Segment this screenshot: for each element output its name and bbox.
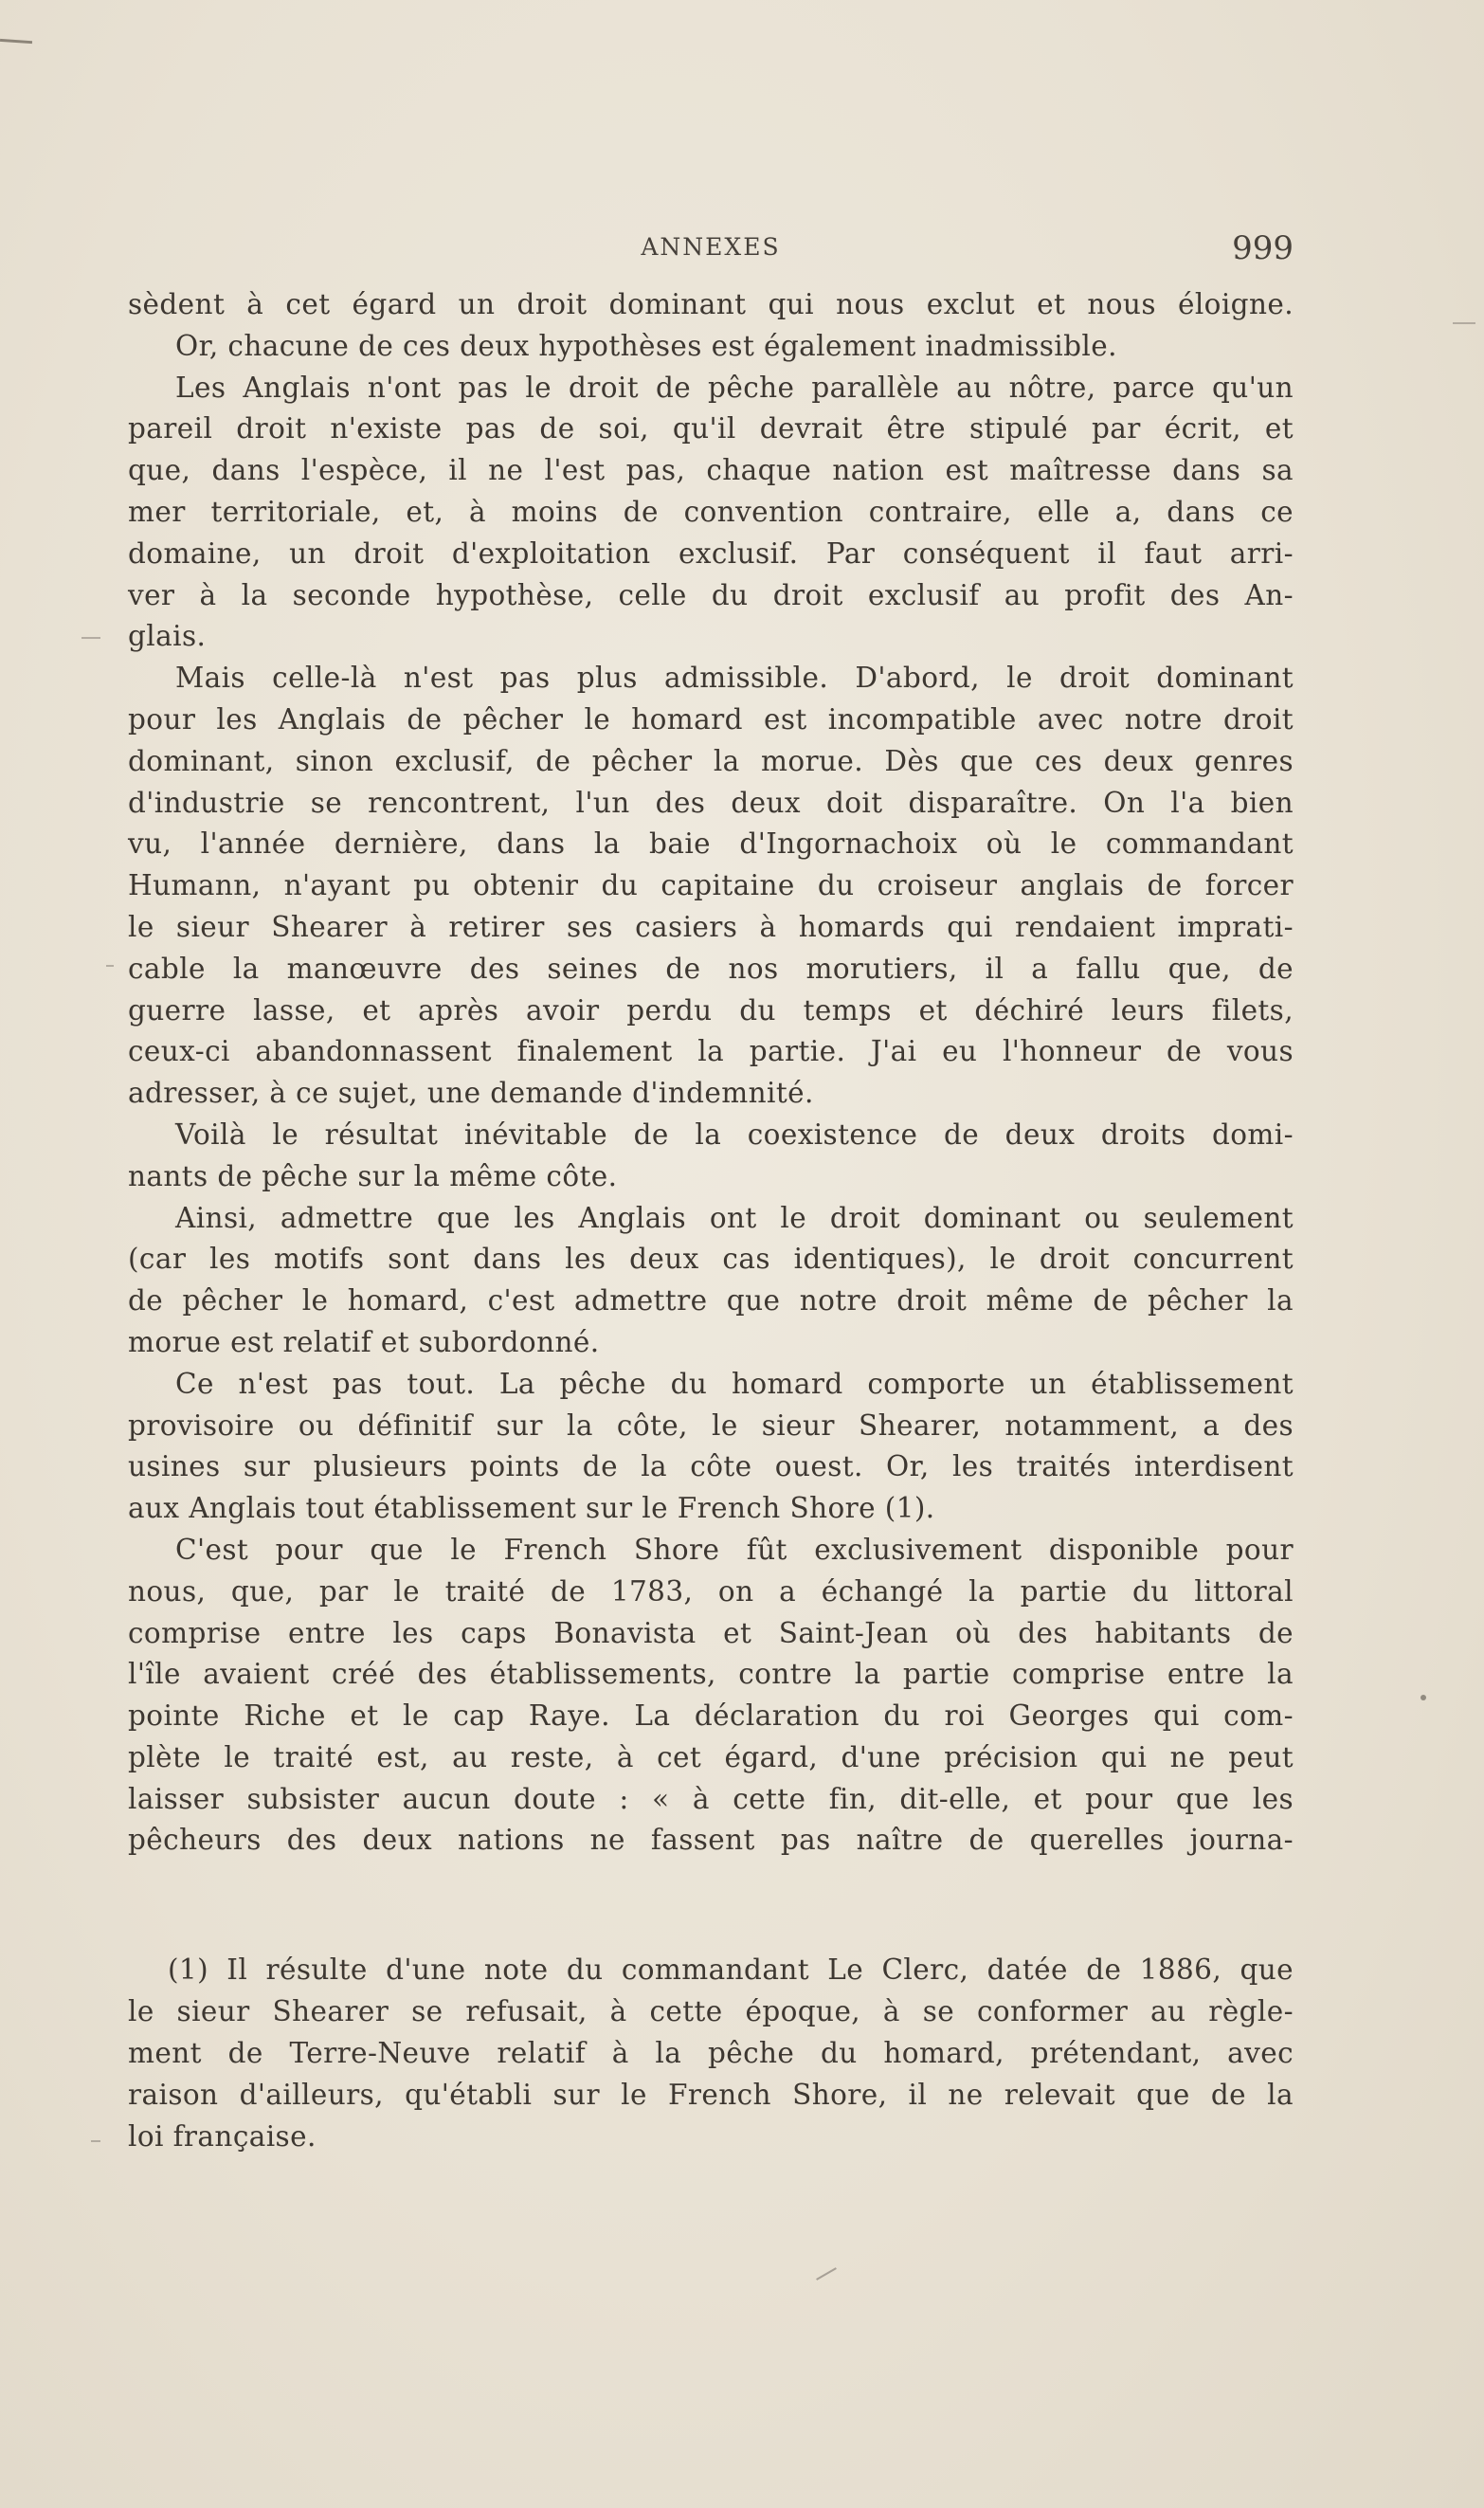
- text-line: pour les Anglais de pêcher le homard est incompatible avec notre droit: [128, 702, 1294, 736]
- footnotes: [128, 1949, 1294, 2157]
- margin-dot-mark: [1421, 1695, 1426, 1700]
- text-line: plète le traité est, au reste, à cet égard, d'une précision qui ne peut: [128, 1740, 1294, 1773]
- text-line: ver à la seconde hypothèse, celle du droit exclusif au profit des An-: [128, 578, 1294, 611]
- text-line: sèdent à cet égard un droit dominant qui nous exclut et nous éloigne.: [128, 288, 1294, 320]
- margin-dash-mark: [1453, 322, 1475, 324]
- text-line: provisoire ou définitif sur la côte, le sieur Shearer, notamment, a des: [128, 1408, 1294, 1442]
- text-line: que, dans l'espèce, il ne l'est pas, chaque nation est maîtresse dans sa: [128, 454, 1294, 487]
- text-line: glais.: [128, 620, 207, 653]
- text-line: nants de pêche sur la même côte.: [128, 1159, 618, 1192]
- running-head: ANNEXES: [641, 233, 781, 261]
- footnote-line: (1) Il résulte d'une note du commandant Le Clerc, datée de 1886, que: [168, 1954, 1294, 1986]
- text-line: laisser subsister aucun doute : « à cette fin, dit-elle, et pour que les: [128, 1782, 1294, 1815]
- text-line: comprise entre les caps Bonavista et Saint-Jean où des habitants de: [128, 1616, 1294, 1649]
- text-line: (car les motifs sont dans les deux cas identiques), le droit concurrent: [128, 1243, 1294, 1276]
- text-line: Ce n'est pas tout. La pêche du homard comporte un établissement: [175, 1367, 1294, 1400]
- text-line: cable la manœuvre des seines de nos morutiers, il a fallu que, de: [128, 952, 1294, 985]
- text-line: C'est pour que le French Shore fût exclusivement disponible pour: [175, 1533, 1294, 1566]
- page-header: [128, 229, 1294, 271]
- text-line: pareil droit n'existe pas de soi, qu'il devrait être stipulé par écrit, et: [128, 412, 1294, 445]
- text-line: d'industrie se rencontrent, l'un des deux doit disparaître. On l'a bien: [128, 786, 1294, 819]
- text-line: mer territoriale, et, à moins de convention contraire, elle a, dans ce: [128, 495, 1294, 528]
- text-line: vu, l'année dernière, dans la baie d'Ingornachoix où le commandant: [128, 827, 1294, 861]
- text-line: Humann, n'ayant pu obtenir du capitaine du croiseur anglais de forcer: [128, 869, 1294, 902]
- text-line: aux Anglais tout établissement sur le French Shore (1).: [128, 1492, 935, 1525]
- text-line: de pêcher le homard, c'est admettre que notre droit même de pêcher la: [128, 1284, 1294, 1318]
- text-line: Ainsi, admettre que les Anglais ont le droit dominant ou seulement: [175, 1201, 1294, 1234]
- margin-dash-mark: [81, 637, 100, 639]
- margin-dash-mark: [91, 2140, 100, 2142]
- text-line: usines sur plusieurs points de la côte ouest. Or, les traités interdisent: [128, 1450, 1294, 1483]
- text-line: domaine, un droit d'exploitation exclusif. Par conséquent il faut arri-: [128, 536, 1294, 570]
- text-line: Voilà le résultat inévitable de la coexistence de deux droits domi-: [175, 1118, 1294, 1151]
- text-line: nous, que, par le traité de 1783, on a échangé la partie du littoral: [128, 1574, 1294, 1608]
- body-text: [128, 284, 1294, 1862]
- footnote-line: le sieur Shearer se refusait, à cette époque, à se conformer au règle-: [128, 1995, 1294, 2027]
- text-line: l'île avaient créé des établissements, contre la partie comprise entre la: [128, 1658, 1294, 1691]
- footnote-line: loi française.: [128, 2120, 317, 2153]
- text-line: Or, chacune de ces deux hypothèses est également inadmissible.: [175, 329, 1117, 362]
- text-line: guerre lasse, et après avoir perdu du temps et déchiré leurs filets,: [128, 993, 1294, 1027]
- text-line: ceux-ci abandonnassent finalement la partie. J'ai eu l'honneur de vous: [128, 1035, 1294, 1068]
- margin-dash-mark: [106, 965, 114, 967]
- text-line: pointe Riche et le cap Raye. La déclaration du roi Georges qui com-: [128, 1699, 1294, 1733]
- text-line: pêcheurs des deux nations ne fassent pas naître de querelles journa-: [128, 1824, 1294, 1857]
- text-line: le sieur Shearer à retirer ses casiers à homards qui rendaient imprati-: [128, 910, 1294, 943]
- footnote-line: ment de Terre-Neuve relatif à la pêche du homard, prétendant, avec: [128, 2037, 1294, 2069]
- text-line: morue est relatif et subordonné.: [128, 1325, 600, 1358]
- corner-ink-mark: [0, 39, 32, 44]
- page-number: 999: [1232, 229, 1294, 267]
- text-line: Les Anglais n'ont pas le droit de pêche parallèle au nôtre, parce qu'un: [175, 371, 1294, 404]
- text-line: dominant, sinon exclusif, de pêcher la morue. Dès que ces deux genres: [128, 744, 1294, 777]
- stray-ink-mark: [816, 2267, 837, 2281]
- footnote-line: raison d'ailleurs, qu'établi sur le French Shore, il ne relevait que de la: [128, 2079, 1294, 2111]
- text-line: Mais celle-là n'est pas plus admissible. D'abord, le droit dominant: [175, 662, 1294, 695]
- text-line: adresser, à ce sujet, une demande d'indemnité.: [128, 1077, 814, 1110]
